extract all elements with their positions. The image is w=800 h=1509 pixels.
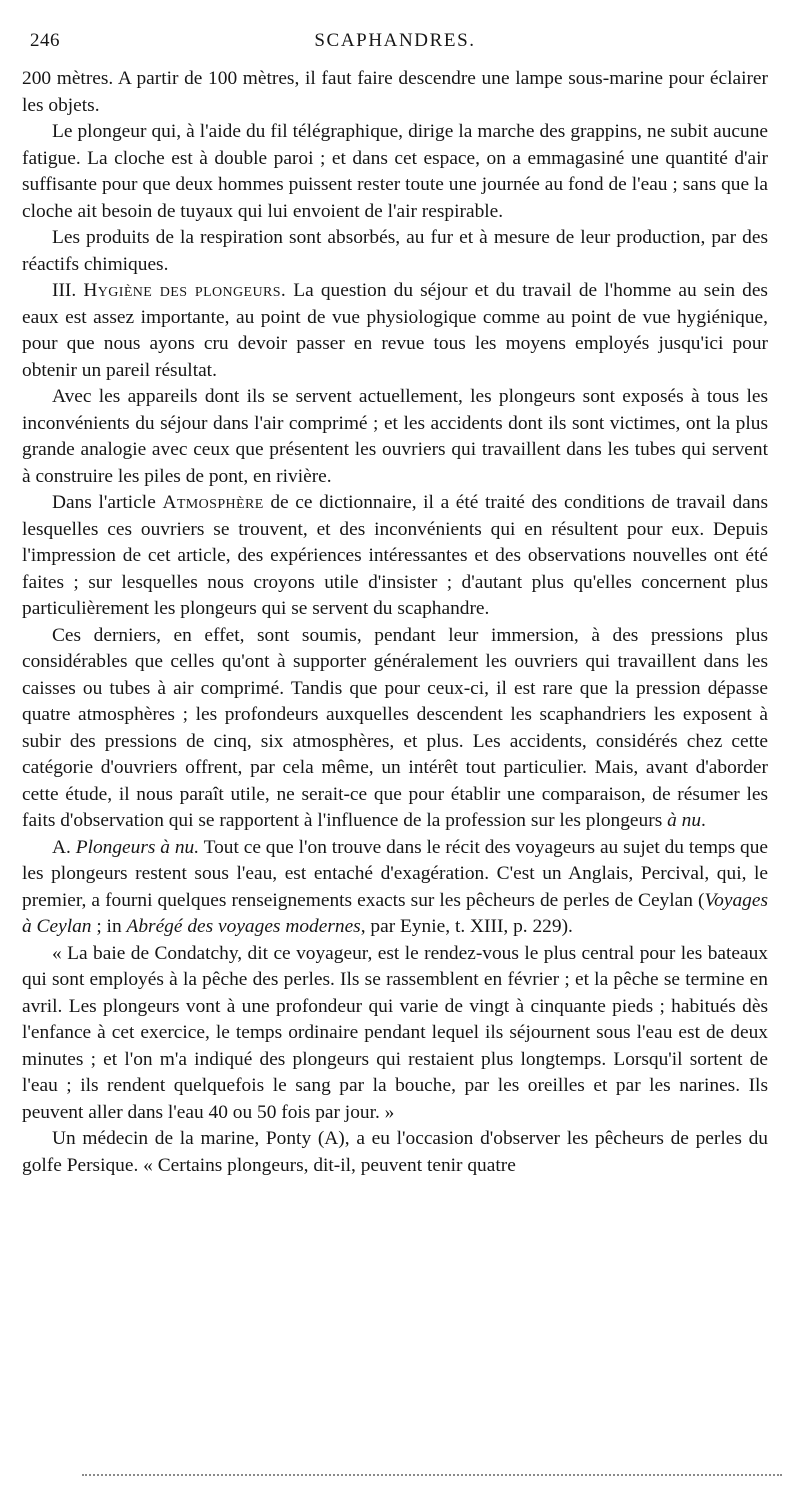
text-run: . — [701, 810, 706, 831]
text-run: Avec les appareils dont ils se servent actuellement, les plongeurs sont exposés à tous les inconvénients du séjour dans l'air comprimé ; et les accidents dont ils sont victimes, ont la plus grande analogie avec ceux que présentent les ouvriers qui travaillent dans les tubes qui servent à construire les piles de pont, en rivière. — [22, 386, 768, 487]
footer-dotted-rule — [82, 1474, 782, 1476]
paragraph-continuation — [22, 66, 768, 119]
text-run: Dans l'article — [52, 492, 163, 513]
page-number: 246 — [30, 30, 60, 51]
document-page — [22, 0, 769, 1176]
quotation-paragraph — [22, 941, 768, 1127]
text-run: Ces derniers, en effet, sont soumis, pendant leur immersion, à des pressions plus considérables que celles qu'ont à supporter généralement les ouvriers qui travaillent dans les caisses ou tubes à air comprimé. Tandis que pour ceux-ci, il est rare que la pression dépasse quatre atmosphères ; les profondeurs auxquelles descendent les scaphandriers les exposent à subir des pressions de cinq, six atmosphères, et plus. Les accidents, considérés chez cette catégorie d'ouvriers offrent, par cela même, un intérêt tout particulier. Mais, avant d'aborder cette étude, il nous paraît utile, ne serait-ce que pour établir une comparaison, de résumer les faits d'observation qui se rapportent à l'influence de la profession sur les plongeurs — [22, 624, 768, 831]
text-run: La question du séjour et du travail de l'homme au sein des eaux est assez importante, au point de vue physiologique comme au point de vue hygiénique, pour que nous ayons cru devoir passer en revue tous les moyens employés jusqu'ici pour obtenir un pareil résultat. — [22, 280, 768, 381]
text-run: de ce dictionnaire, il a été traité des conditions de travail dans lesquelles ces ouvriers se trouvent, et des inconvénients qui en résultent pour eux. Depuis l'impression de cet article, des expériences intéressantes et des observations nouvelles ont été faites ; sur lesquelles nous croyons utile d'insister ; d'autant plus qu'elles concernent plus particulièrement les plongeurs qui se servent du scaphandre. — [22, 492, 769, 619]
paragraph — [22, 119, 768, 225]
paragraph — [22, 1126, 768, 1179]
running-header — [22, 0, 768, 51]
emphasis: à nu — [667, 810, 702, 831]
citation-title: Voyages à Ceylan — [22, 889, 768, 937]
cross-reference: Atmosphère — [162, 492, 264, 513]
text-run: Le plongeur qui, à l'aide du fil télégraphique, dirige la marche des grappins, ne subit aucune fatigue. La cloche est à double paroi ; et dans cet espace, on a emmagasiné une quantité d'air suffisante pour que deux hommes puissent rester toute une journée au fond de l'eau ; sans que la cloche ait besoin de tuyaux qui lui envoient de l'air respirable. — [22, 121, 768, 222]
running-title: SCAPHANDRES. — [314, 30, 476, 51]
paragraph — [22, 225, 768, 278]
subsection-title: Plongeurs à nu. — [75, 836, 200, 858]
text-run: , par Eynie, t. XIII, p. 229). — [360, 916, 573, 937]
text-run: 200 mètres. A partir de 100 mètres, il faut faire descendre une lampe sous-marine pour éclairer les objets. — [22, 68, 768, 116]
subsection-paragraph — [22, 835, 768, 941]
paragraph — [22, 490, 768, 623]
text-run: Un médecin de la marine, Ponty (A), a eu l'occasion d'observer les pêcheurs de perles du golfe Persique. « Certains plongeurs, dit-il, peuvent tenir quatre — [22, 1128, 768, 1176]
subsection-letter: A. — [52, 836, 76, 858]
paragraph — [22, 623, 768, 835]
section-number: III. — [52, 280, 84, 301]
text-run: Les produits de la respiration sont absorbés, au fur et à mesure de leur production, par des réactifs chimiques. — [22, 227, 768, 275]
section-title: Hygiène des plongeurs. — [83, 280, 287, 301]
text-run: Tout ce que l'on trouve dans le récit des voyageurs au sujet du temps que les plongeurs restent sous l'eau, est entaché d'exagération. C'est un Anglais, Percival, qui, le premier, a fourni quelques renseignements exacts sur les pêcheurs de perles de Ceylan ( — [22, 836, 768, 911]
section-heading-paragraph — [22, 278, 768, 384]
body-text — [22, 66, 768, 1179]
paragraph — [22, 384, 768, 490]
text-run: ; in — [91, 916, 127, 937]
citation-title: Abrégé des voyages modernes — [126, 916, 361, 937]
text-run: « La baie de Condatchy, dit ce voyageur, est le rendez-vous le plus central pour les bateaux qui sont employés à la pêche des perles. Ils se rassemblent en février ; et la pêche se termine en avril. Les plongeurs vont à une profondeur qui varie de vingt à cinquante pieds ; habitués dès l'enfance à cet exercice, le temps ordinaire pendant lequel ils séjournent sous l'eau est de deux minutes ; et l'on m'a indiqué des plongeurs qui restaient plus longtemps. Lorsqu'il sortent de l'eau ; ils rendent quelquefois le sang par la bouche, par les oreilles et par les narines. Ils peuvent aller dans l'eau 40 ou 50 fois par jour. » — [22, 942, 768, 1123]
